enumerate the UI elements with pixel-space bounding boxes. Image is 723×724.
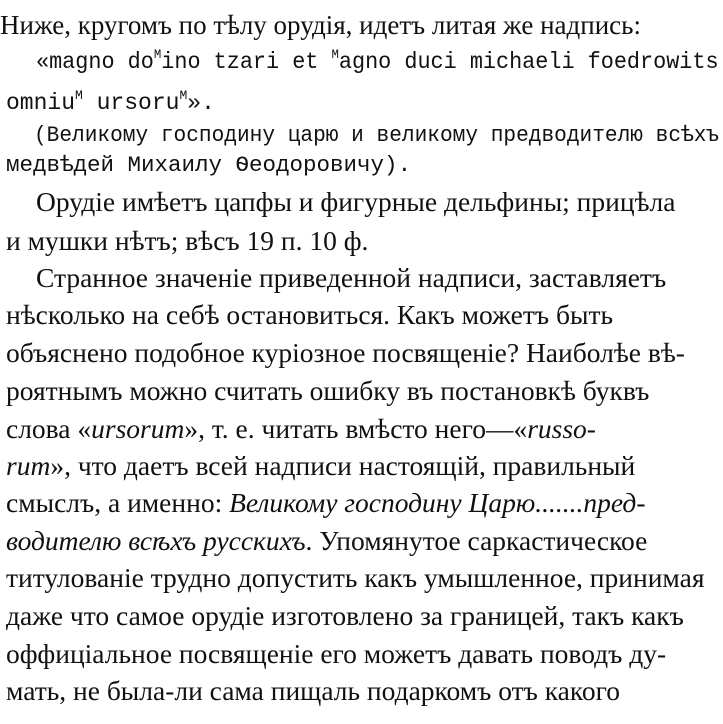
paragraph3-line-2: нѣсколько на себѣ остановиться. Какъ можетъ быть bbox=[6, 299, 614, 330]
translation-line-1: (Великому господину царю и великому предводителю всѣхъ bbox=[34, 122, 720, 148]
paragraph3-line-1: Странное значеніе приведенной надписи, заставляетъ bbox=[36, 262, 667, 293]
paragraph3-line-11: оффиціальное посвященіе его можетъ давать поводъ ду- bbox=[6, 638, 667, 669]
paragraph3-line-12: мать, не была-ли сама пищаль подаркомъ отъ какого bbox=[6, 675, 620, 706]
text-line-1: Ниже, кругомъ по тѣлу орудія, идетъ литая же надпись: bbox=[0, 10, 641, 40]
paragraph3-line-7: смыслъ, а именно: Великому господину Царю.......пред- bbox=[6, 487, 646, 518]
translation-line-2: медвѣдей Михаилу Ѳеодоровичу). bbox=[6, 152, 412, 178]
paragraph2-line-1: Орудіе имѣетъ цапфы и фигурные дельфины; прицѣла bbox=[36, 186, 676, 217]
latin-inscription-line-1: «magno $do^Mino$ tzari et $^M$agno duci michaeli foedrowits bbox=[36, 47, 719, 75]
paragraph3-line-3: объяснено подобное куріозное посвященіе? Наиболѣе вѣ- bbox=[6, 337, 685, 368]
paragraph3-line-4: роятнымъ можно считать ошибку въ постановкѣ буквъ bbox=[6, 375, 650, 406]
paragraph3-line-8: водителю всѣхъ русскихъ. Упомянутое саркастическое bbox=[6, 525, 648, 556]
paragraph3-line-9: титулованіе трудно допустить какъ умышленное, принимая bbox=[6, 562, 705, 593]
paragraph2-line-2: и мушки нѣтъ; вѣсъ 19 п. 10 ф. bbox=[6, 225, 369, 256]
paragraph3-line-6: rum», что даетъ всей надписи настоящій, правильный bbox=[6, 450, 636, 481]
latin-inscription-line-2: omniu$^M$ ursoru$^M$». bbox=[6, 88, 215, 116]
paragraph3-line-10: даже что самое орудіе изготовлено за границей, такъ какъ bbox=[6, 600, 684, 631]
paragraph3-line-5: слова «ursorum», т. е. читать вмѣсто него—«russo- bbox=[6, 413, 596, 444]
